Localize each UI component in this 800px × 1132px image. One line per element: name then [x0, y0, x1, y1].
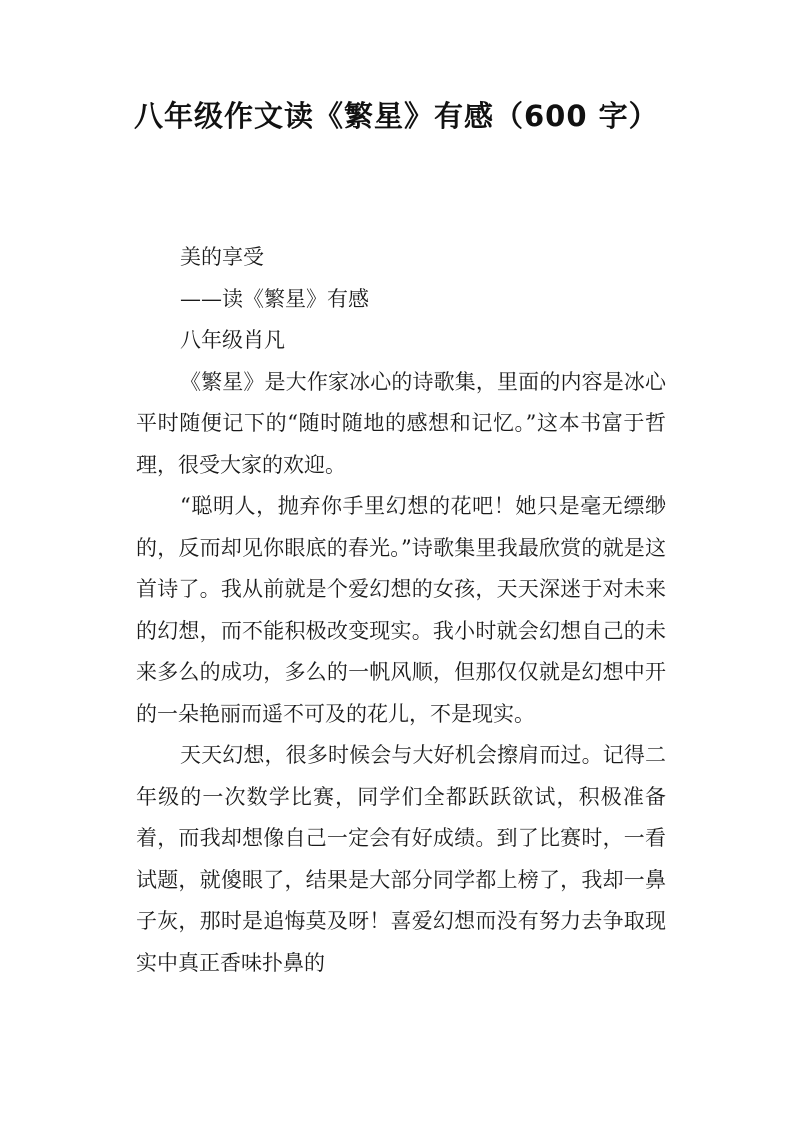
paragraph-3: 天天幻想，很多时候会与大好机会擦肩而过。记得二年级的一次数学比赛，同学们全都跃跃欲试，积极准备着，而我却想像自己一定会有好成绩。到了比赛时，一看试题，就傻眼了，结果是大部分同学都上榜了，我却一鼻子灰，那时是追悔莫及呀！喜爱幻想而没有努力去争取现实中真正香味扑鼻的	[136, 743, 666, 975]
paragraph-2: “聪明人，抛弃你手里幻想的花吧！她只是毫无缥缈的，反而却见你眼底的春光。”诗歌集里我最欣赏的就是这首诗了。我从前就是个爱幻想的女孩，天天深迷于对未来的幻想，而不能积极改变现实。我小时就会幻想自己的未来多么的成功，多么的一帆风顺，但那仅仅就是幻想中开的一朵艳丽而遥不可及的花儿，不是现实。	[136, 494, 666, 726]
paragraph-1: 《繁星》是大作家冰心的诗歌集，里面的内容是冰心平时随便记下的“随时随地的感想和记忆。”这本书富于哲理，很受大家的欢迎。	[136, 369, 666, 477]
essay-subtitle: ——读《繁星》有感	[180, 286, 369, 311]
essay-title: 美的享受	[180, 245, 264, 269]
document-body	[136, 237, 666, 984]
essay-author: 八年级肖凡	[180, 328, 285, 352]
document-title: 八年级作文读《繁星》有感（600 字）	[134, 99, 659, 133]
